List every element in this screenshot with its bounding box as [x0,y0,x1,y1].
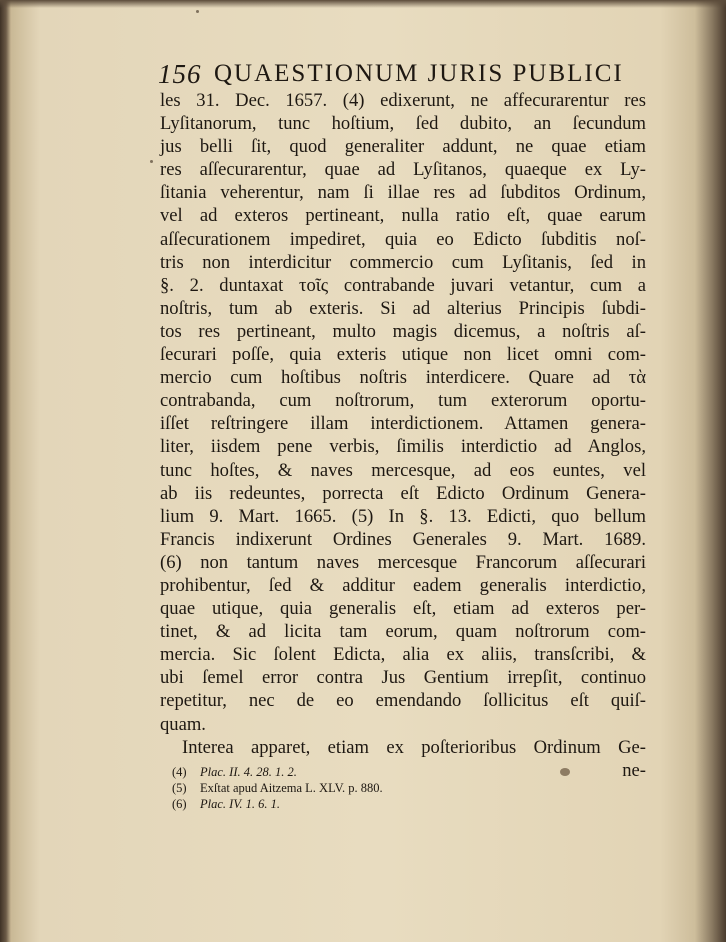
running-head [158,56,628,92]
footnote-marker: (5) [172,781,187,795]
text-line: jus belli ſit, quod generaliter addunt, ne quae etiam [160,136,646,158]
text-line: res aſſecurarentur, quae ad Lyſitanos, quaeque ex Ly- [160,159,646,181]
footnote [172,780,532,796]
footnote [172,796,532,812]
text-line: aſſecurationem impediret, quia eo Edicto ſubditis noſ- [160,228,646,250]
text-line: noſtris, tum ab exteris. Si ad alterius Principis ſubdi- [160,297,646,319]
text-line: mercia. Sic ſolent Edicta, alia ex aliis, transſcribi, & [160,644,646,666]
text-line: lium 9. Mart. 1665. (5) In §. 13. Edicti, quo bellum [160,505,646,527]
text-line: les 31. Dec. 1657. (4) edixerunt, ne affecurarentur res [160,90,646,111]
footnote-text: Plac. II. 4. 28. 1. 2. [200,765,297,779]
footnotes [172,764,532,812]
running-title: QUAESTIONUM JURIS PUBLICI [214,60,624,87]
footnote-marker: (6) [172,797,187,811]
text-line: tinet, & ad licita tam eorum, quam noſtrorum com- [160,621,646,643]
text-line: (6) non tantum naves mercesque Francorum aſſecurari [160,551,646,573]
footnote-text: Plac. IV. 1. 6. 1. [200,797,280,811]
footnote-text: Exſtat apud Aitzema L. XLV. p. 880. [200,781,383,795]
footnote [172,764,532,780]
catchword: ne- [622,759,646,781]
text-line: contrabanda, cum noſtrorum, tum exterorum oportu- [160,390,646,412]
page-number: 156 [158,59,202,89]
text-line: ab iis redeuntes, porrecta eſt Edicto Ordinum Genera- [160,482,646,504]
text-line: quae utique, quia generalis eſt, etiam ad exteros per- [160,598,646,620]
text-line: Lyſitanorum, tunc hoſtium, ſed dubito, an ſecundum [160,113,646,135]
ink-smudge [560,768,570,776]
paper-speck [150,160,153,163]
text-line: vel ad exteros pertineant, nulla ratio eſt, quae earum [160,205,646,227]
text-line: tos res pertineant, multo magis dicemus, a noſtris aſ- [160,320,646,342]
text-line: quam. [160,713,206,735]
paper-speck [196,10,199,13]
text-line: §. 2. duntaxat τοῖς contrabande juvari vetantur, cum a [160,274,646,296]
text-line: ubi ſemel error contra Jus Gentium irrepſit, continuo [160,667,646,689]
text-line: repetitur, nec de eo emendando ſollicitus eſt quiſ- [160,690,646,712]
body-text [160,89,646,782]
text-line: mercio cum hoſtibus noſtris interdicere. Quare ad τὰ [160,367,646,389]
text-line: liter, iisdem pene verbis, ſimilis interdictio ad Anglos, [160,436,646,458]
footnote-marker: (4) [172,765,187,779]
text-line: prohibentur, ſed & additur eadem generalis interdictio, [160,574,646,596]
text-line: tunc hoſtes, & naves mercesque, ad eos euntes, vel [160,459,646,481]
text-line: ſitania veherentur, nam ſi illae res ad ſubditos Ordinum, [160,182,646,204]
text-line: ſecurari poſſe, quia exteris utique non licet omni com- [160,344,646,366]
text-line: tris non interdicitur commercio cum Lyſitanis, ſed in [160,251,646,273]
text-line: Francis indixerunt Ordines Generales 9. Mart. 1689. [160,528,646,550]
text-line: Interea apparet, etiam ex poſterioribus Ordinum Ge- [182,736,646,758]
text-line: iſſet reſtringere illam interdictionem. Attamen genera- [160,413,646,435]
